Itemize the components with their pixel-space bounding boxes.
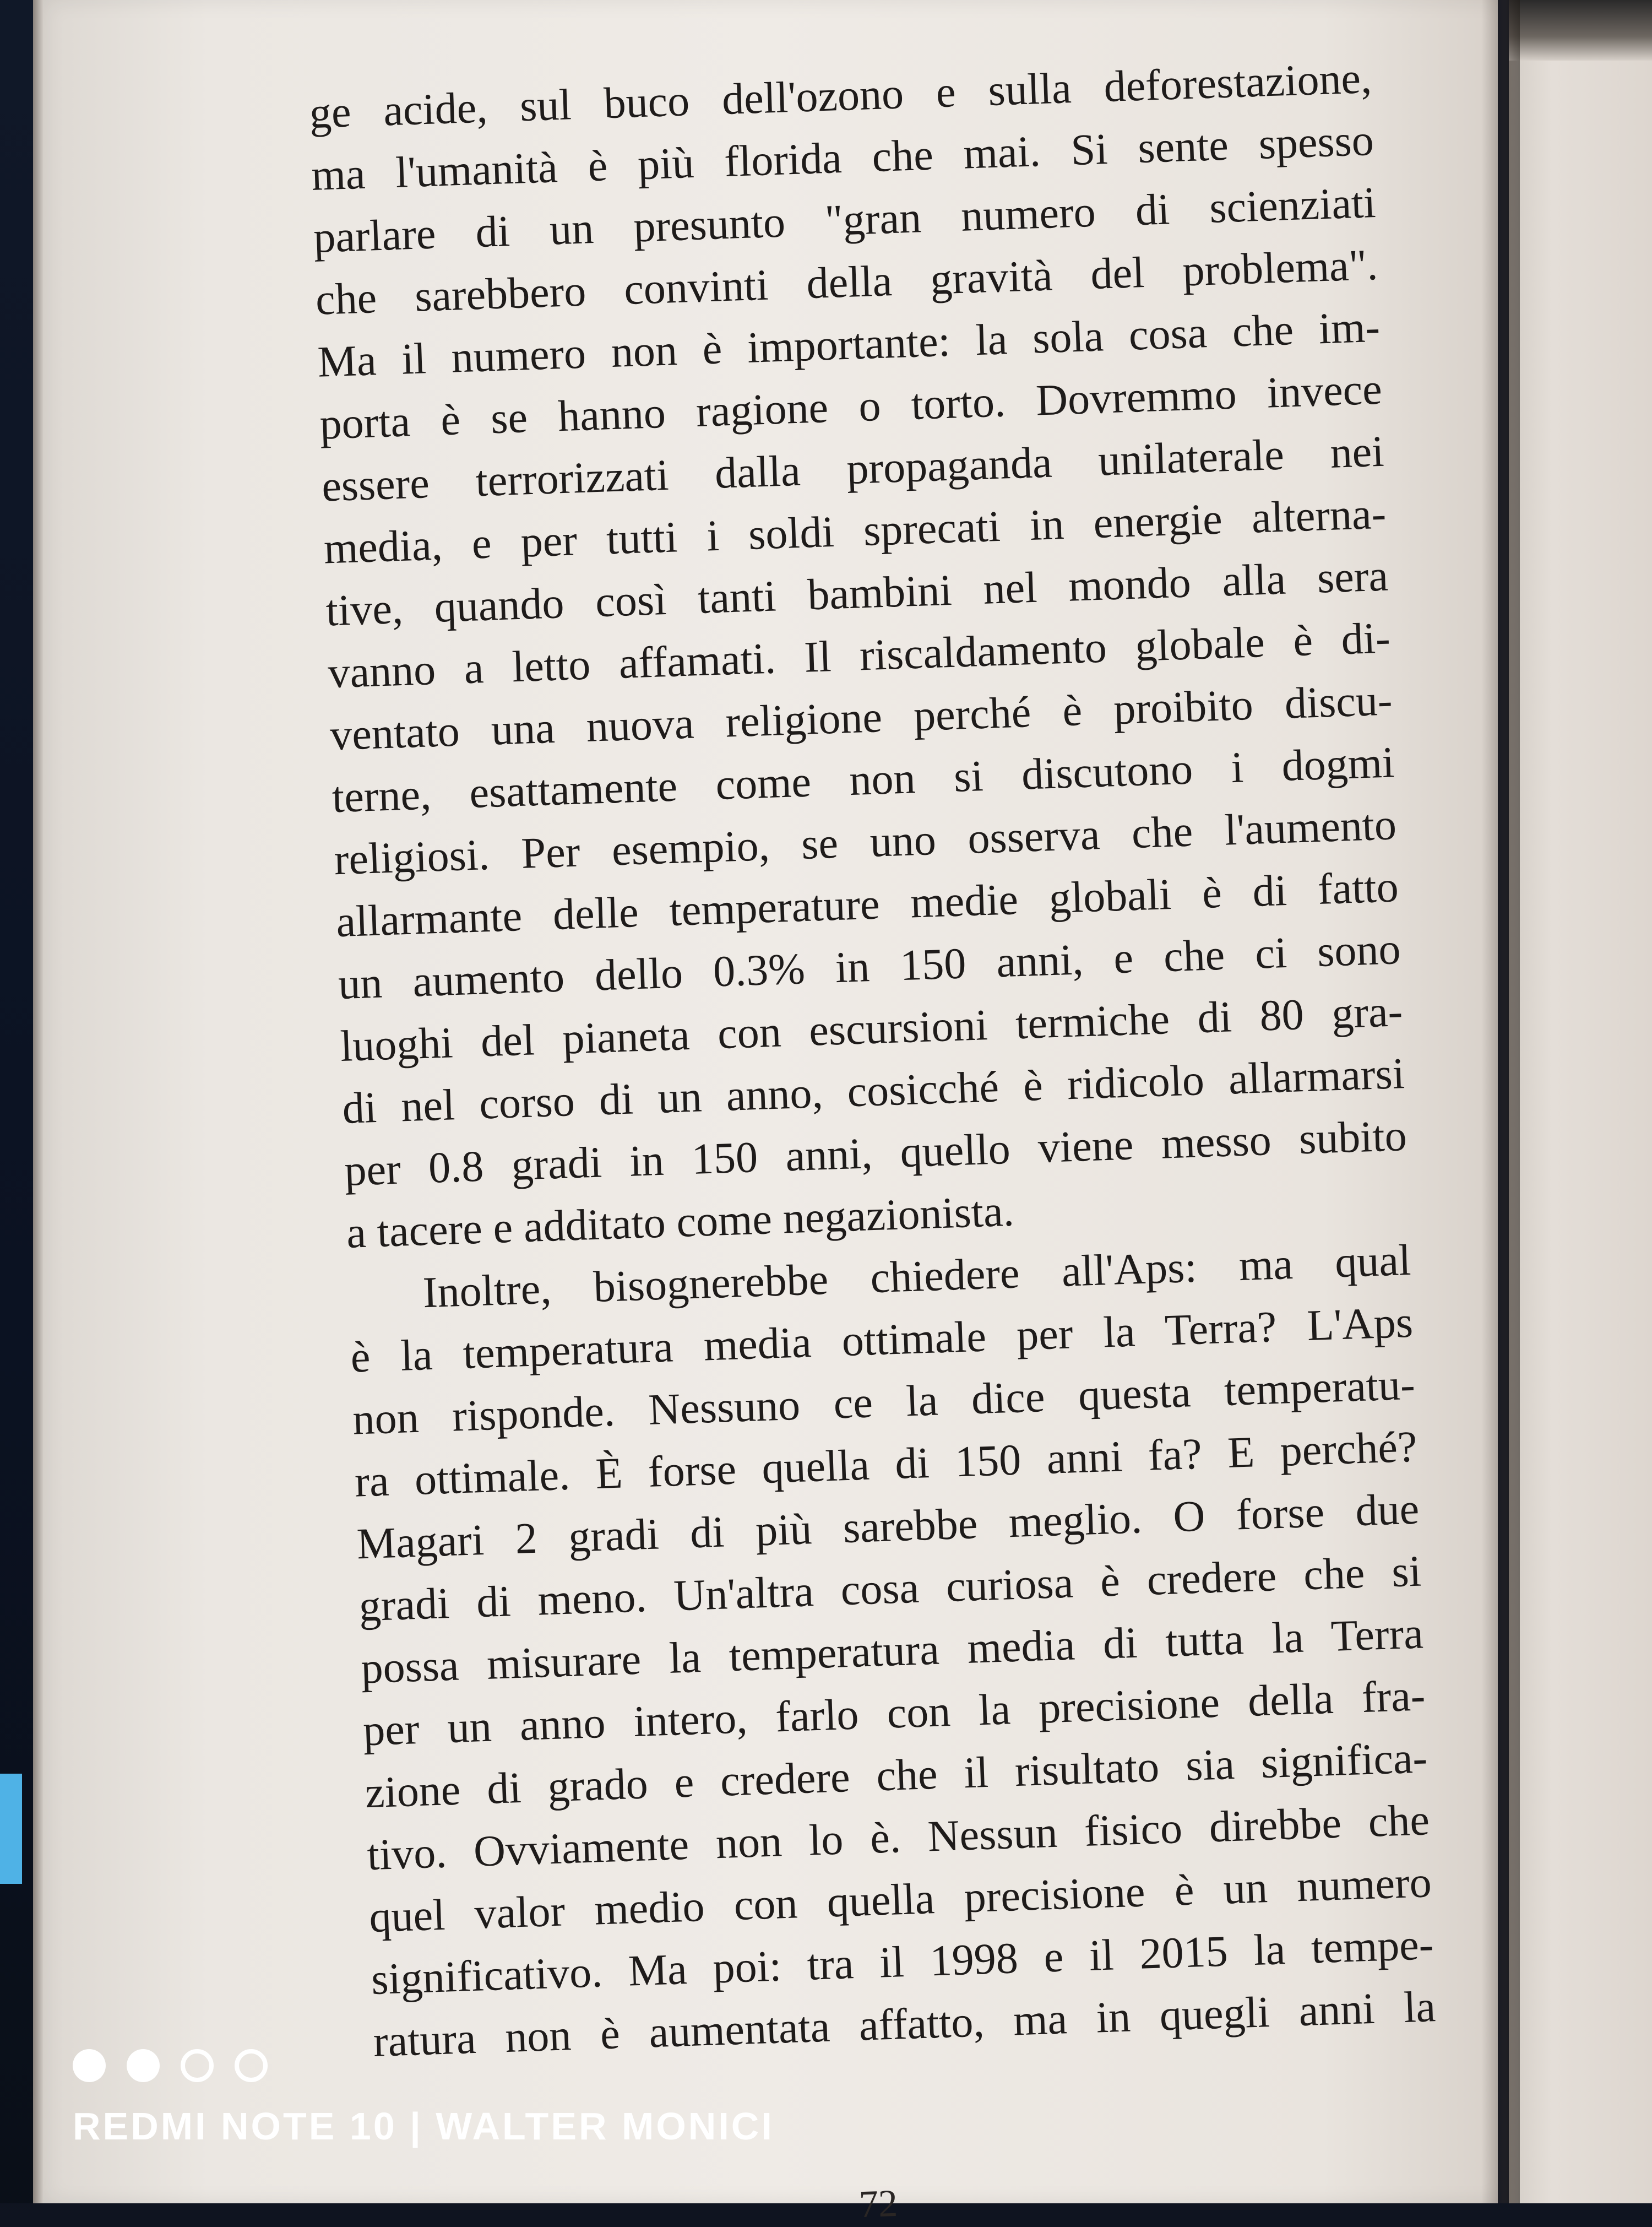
page-text [308,46,1475,2073]
text-line: non risponde. Nessuno ce la dice questa temperatu- [352,1360,1416,1444]
text-line: parlare di un presunto "gran numero di scienziati [312,178,1377,262]
text-line: un aumento dello 0.3% in 150 anni, e che ci sono [337,925,1401,1009]
text-line: media, e per tutti i soldi sprecati in energie alterna- [323,489,1387,573]
gutter-shadow [1481,0,1520,2203]
text-line: possa misurare la temperatura media di tutta la Terra [360,1609,1424,1693]
text-line: porta è se hanno ragione o torto. Dovremmo invece [319,365,1383,449]
text-line: gradi di meno. Un'altra cosa curiosa è credere che si [358,1547,1422,1631]
text-line: ra ottimale. È forse quella di 150 anni fa? E perché? [354,1422,1418,1507]
text-line: Ma il numero non è importante: la sola cosa che im- [317,302,1381,387]
text-line: quel valor medio con quella precisione è un numero [368,1858,1432,1942]
text-line: che sarebbero convinti della gravità del problema". [314,240,1379,324]
right-page-top-shadow [1509,0,1652,61]
dot-filled-icon [127,2049,160,2082]
page-edge [33,0,43,2203]
right-page [1509,0,1652,2203]
text-line: è la temperatura media ottimale per la Terra? L'Aps [350,1298,1414,1382]
paragraph-end-line: a tacere e additato come negazionista. [345,1186,1015,1258]
text-line: zione di grado e credere che il risultato sia significa- [364,1733,1428,1818]
text-line: essere terrorizzati dalla propaganda unilaterale nei [320,427,1385,511]
text-line: ma l'umanità è più florida che mai. Si sente spesso [311,116,1375,200]
text-line: ventato una nuova religione perché è proibito discu- [329,676,1393,760]
paragraph-start-line: Inoltre, bisognerebbe chiedere all'Aps: ma qual [422,1236,1412,1318]
text-line: tive, quando così tanti bambini nel mondo alla sera [325,551,1389,636]
text-line: per 0.8 gradi in 150 anni, quello viene messo subito [344,1111,1408,1195]
watermark-text: REDMI NOTE 10 | WALTER MONICI [73,2105,774,2148]
dot-hollow-icon [235,2049,268,2082]
dot-filled-icon [73,2049,106,2082]
text-line: ratura non è aumentata affatto, ma in quegli anni la [372,1982,1437,2067]
text-line: allarmante delle temperature medie globali è di fatto [335,863,1399,947]
text-line: Magari 2 gradi di più sarebbe meglio. O forse due [356,1484,1420,1569]
text-line: tivo. Ovviamente non lo è. Nessun fisico direbbe che [366,1796,1431,1880]
text-line: di nel corso di un anno, cosicché è ridicolo allarmarsi [341,1049,1406,1133]
page-number: 72 [858,2182,899,2226]
watermark-dots [73,2049,774,2082]
text-line: terne, esattamente come non si discutono i dogmi [331,738,1395,822]
text-line: religiosi. Per esempio, se uno osserva che l'aumento [333,800,1398,885]
text-line: ge acide, sul buco dell'ozono e sulla deforestazione, [308,54,1373,138]
text-line: vanno a letto affamati. Il riscaldamento globale è di- [327,614,1391,698]
text-line: per un anno intero, farlo con la precisione della fra- [362,1671,1426,1755]
text-line: luoghi del pianeta con escursioni termiche di 80 gra- [339,987,1404,1071]
text-line: significativo. Ma poi: tra il 1998 e il 2015 la tempe- [370,1920,1434,2004]
camera-watermark [73,2049,774,2148]
monitor-glow [0,1774,22,1884]
dot-hollow-icon [181,2049,214,2082]
